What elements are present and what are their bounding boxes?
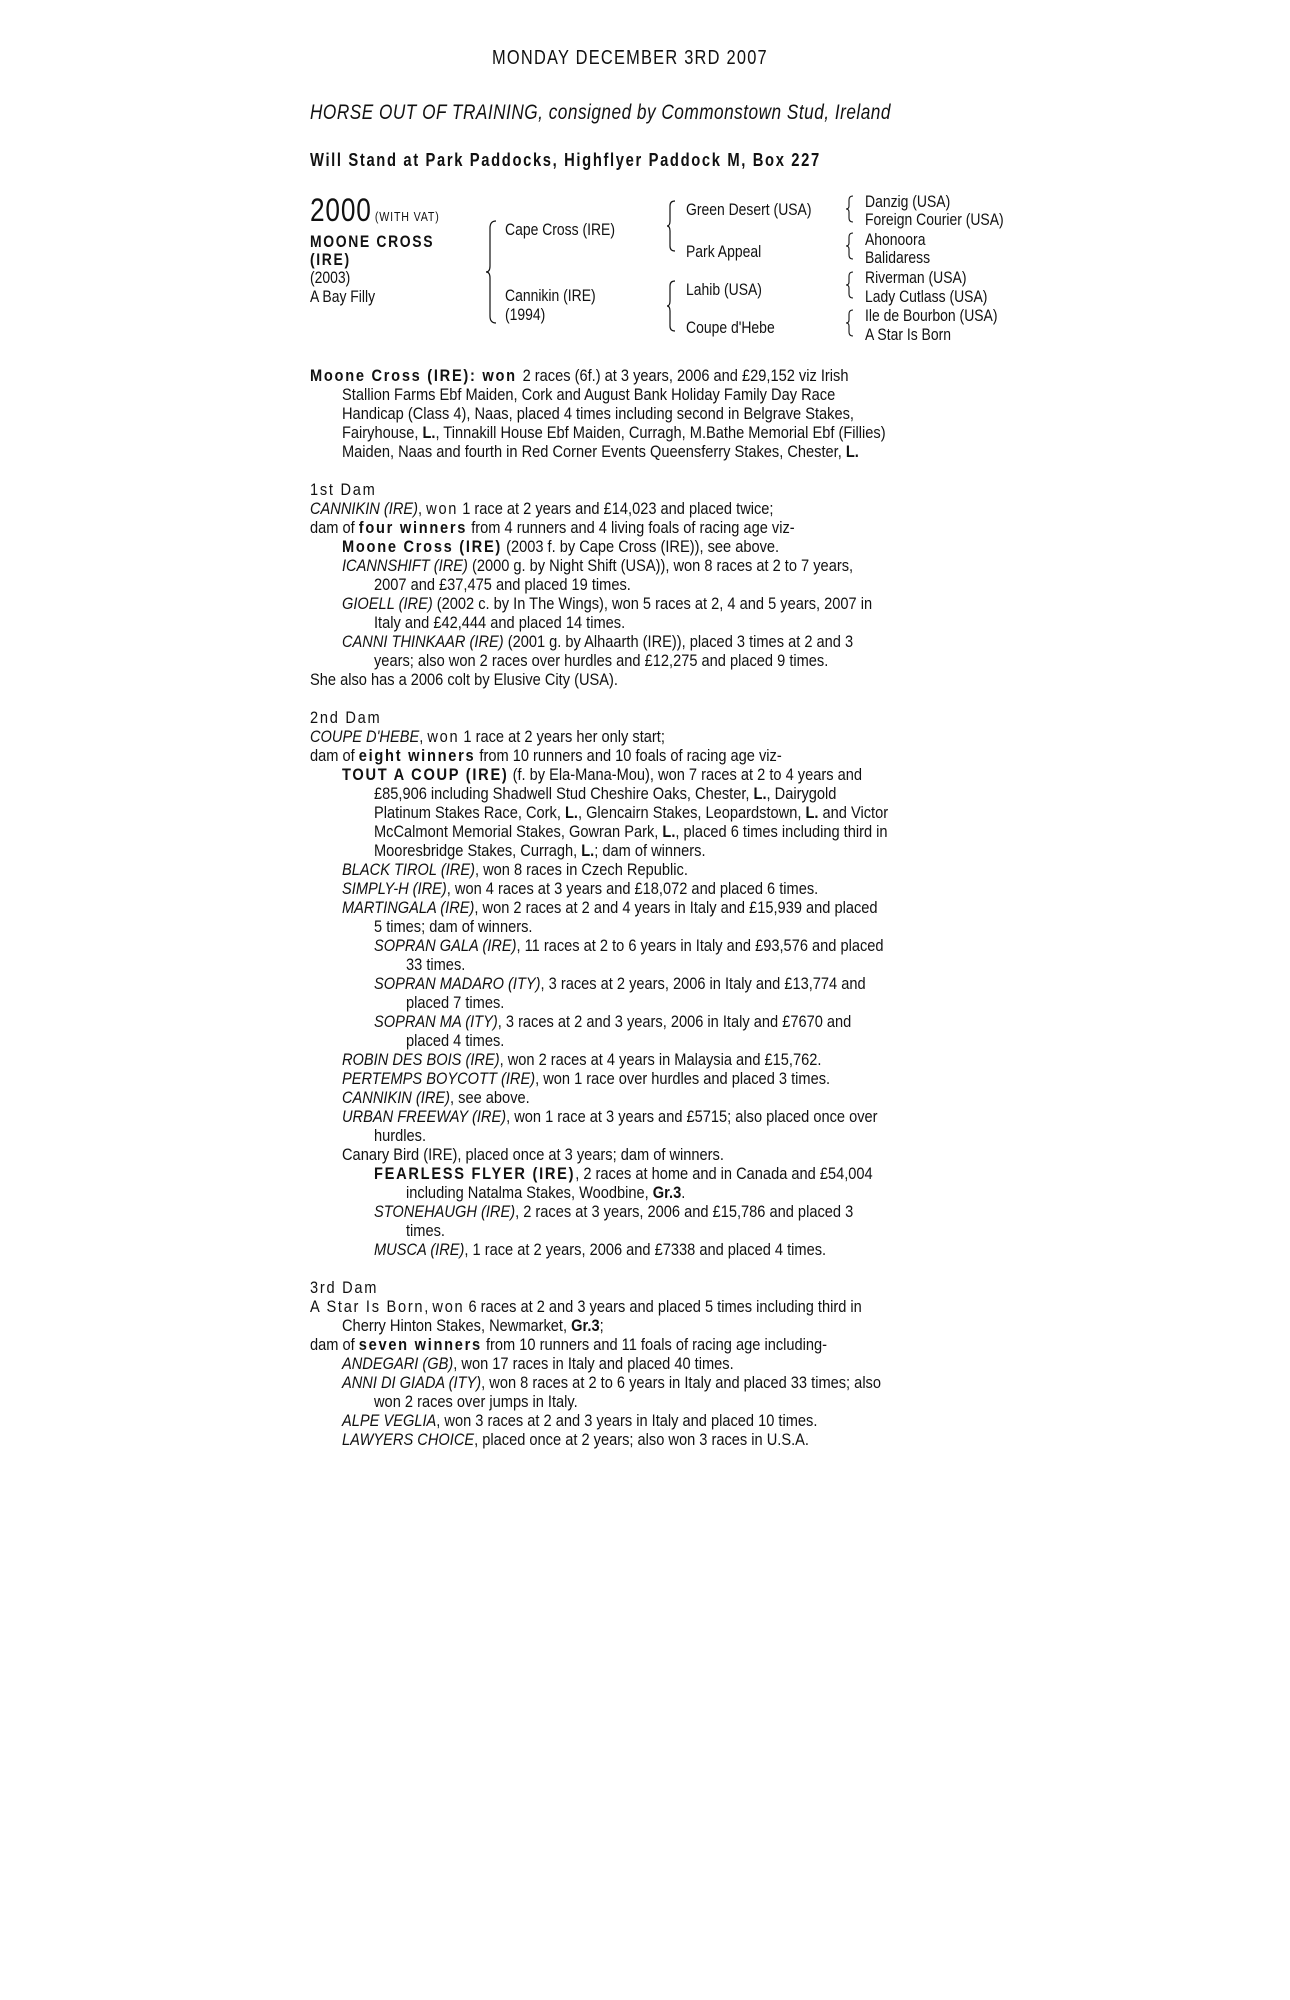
record-text: years; also won 2 races over hurdles and £12,275 and placed 9 times. (374, 651, 829, 670)
record-text: , won 1 race over hurdles and placed 3 times. (535, 1069, 831, 1088)
record-line (310, 518, 1000, 537)
pedigree-brace-gg3 (845, 271, 854, 299)
horse-name-italic: SOPRAN MADARO (ITY) (374, 974, 541, 993)
record-line (310, 632, 1000, 651)
record-text: Stallion Farms Ebf Maiden, Cork and August Bank Holiday Family Day Race (342, 385, 836, 404)
record-line (310, 613, 1000, 632)
record-text: dam of (310, 518, 359, 537)
record-line (310, 1164, 1000, 1183)
record-text: 1 race at 2 years her only start; (459, 727, 665, 746)
record-line (310, 746, 1000, 765)
record-text: , won 1 race at 3 years and £5715; also placed once over (506, 1107, 878, 1126)
record-line (310, 727, 1000, 746)
sire-dam-sire: Ahonoora (865, 230, 926, 249)
record-line (310, 1031, 1000, 1050)
record-text: , won 8 races in Czech Republic. (474, 860, 688, 879)
horse-name-italic: BLACK TIROL (IRE) (342, 860, 475, 879)
record-line (310, 784, 1000, 803)
pedigree-brace-gg2 (845, 232, 854, 260)
record-text: from 4 runners and 4 living foals of racing age viz- (467, 518, 795, 537)
record-line (310, 803, 1000, 822)
record-line (310, 1278, 1000, 1297)
record-text: , won 4 races at 3 years and £18,072 and placed 6 times. (446, 879, 819, 898)
record-text: Italy and £42,444 and placed 14 times. (374, 613, 626, 632)
pedigree-brace-gg4 (845, 309, 854, 337)
race-grade: Gr.3 (571, 1316, 600, 1335)
section-gap (310, 689, 1000, 708)
record-text: including Natalma Stakes, Woodbine, (406, 1183, 653, 1202)
record-text: (2002 c. by In The Wings), won 5 races at 2, 4 and 5 years, 2007 in (432, 594, 873, 613)
pedigree-brace-dam (666, 280, 676, 332)
section-gap (310, 1259, 1000, 1278)
record-text: Handicap (Class 4), Naas, placed 4 times including second in Belgrave Stakes, (342, 404, 854, 423)
record-text: Maiden, Naas and fourth in Red Corner Events Queensferry Stakes, Chester, (342, 442, 846, 461)
record-text: Fairyhouse, (342, 423, 423, 442)
record-line (310, 1297, 1000, 1316)
record-text: , (419, 727, 428, 746)
record-text: , won 2 races at 4 years in Malaysia and £15,762. (499, 1050, 822, 1069)
horse-name-italic: CANNIKIN (IRE) (310, 499, 419, 518)
horse-suffix: (IRE) (310, 250, 351, 269)
record-text: , Dairygold (766, 784, 837, 803)
record-text: 1 race at 2 years and £14,023 and placed twice; (458, 499, 774, 518)
record-line (310, 1069, 1000, 1088)
spaced-text: 2nd Dam (310, 708, 382, 727)
race-grade: Gr.3 (652, 1183, 682, 1202)
record-text: , (424, 1297, 433, 1316)
record-text: placed 4 times. (406, 1031, 505, 1050)
record-text: She also has a 2006 colt by Elusive City (USA). (310, 670, 618, 689)
race-grade: L. (805, 803, 819, 822)
race-grade: L. (753, 784, 767, 803)
horse-name-italic: ROBIN DES BOIS (IRE) (342, 1050, 500, 1069)
record-line (310, 993, 1000, 1012)
record-text: Cherry Hinton Stakes, Newmarket, (342, 1316, 572, 1335)
record-line (310, 898, 1000, 917)
record-text: , 2 races at home and in Canada and £54,004 (575, 1164, 873, 1183)
horse-name: MOONE CROSS (310, 232, 435, 251)
record-line (310, 385, 1000, 404)
record-text: times. (406, 1221, 445, 1240)
record-text: , placed 6 times including third in (675, 822, 888, 841)
record-line (310, 1240, 1000, 1259)
record-line (310, 480, 1000, 499)
record-line (310, 1221, 1000, 1240)
record-text: , (418, 499, 427, 518)
horse-name-italic: CANNI THINKAAR (IRE) (342, 632, 504, 651)
spaced-text: won (432, 1297, 465, 1316)
record-text: 2007 and £37,475 and placed 19 times. (374, 575, 631, 594)
record-text: hurdles. (374, 1126, 427, 1145)
record-line (310, 1202, 1000, 1221)
pedigree-table (310, 192, 1050, 352)
record-line (310, 708, 1000, 727)
section-gap (310, 461, 1000, 480)
horse-name-italic: SOPRAN MA (ITY) (374, 1012, 498, 1031)
record-text: dam of (310, 746, 359, 765)
sire-dam: Park Appeal (686, 242, 762, 261)
horse-name-italic: LAWYERS CHOICE (342, 1430, 475, 1449)
dam-dam: Coupe d'Hebe (686, 318, 775, 337)
record-line (310, 651, 1000, 670)
record-line (310, 1183, 1000, 1202)
record-text: (f. by Ela-Mana-Mou), won 7 races at 2 to 4 years and (508, 765, 863, 784)
record-line (310, 1107, 1000, 1126)
emphasis-text: four winners (358, 518, 468, 537)
record-text: , 2 races at 3 years, 2006 and £15,786 and placed 3 (515, 1202, 854, 1221)
record-text: dam of (310, 1335, 359, 1354)
record-line (310, 1316, 1000, 1335)
sire: Cape Cross (IRE) (505, 220, 615, 239)
record-line (310, 1050, 1000, 1069)
record-line (310, 1012, 1000, 1031)
record-text: , 3 races at 2 and 3 years, 2006 in Italy and £7670 and (497, 1012, 852, 1031)
record-text: ; dam of winners. (594, 841, 706, 860)
record-line (310, 1145, 1000, 1164)
dam-sire-dam: Lady Cutlass (USA) (865, 287, 988, 306)
dam: Cannikin (IRE) (505, 286, 596, 305)
record-text: Mooresbridge Stakes, Curragh, (374, 841, 582, 860)
emphasis-text: Moone Cross (IRE): won (310, 366, 523, 385)
spaced-text: A Star Is Born (310, 1297, 425, 1316)
record-line (310, 1354, 1000, 1373)
record-text: , see above. (450, 1088, 530, 1107)
record-text: 33 times. (406, 955, 466, 974)
horse-name-italic: MARTINGALA (IRE) (342, 898, 475, 917)
dam-sire: Lahib (USA) (686, 280, 762, 299)
record-line (310, 1430, 1000, 1449)
record-text: , Tinnakill House Ebf Maiden, Curragh, M.Bathe Memorial Ebf (Fillies) (435, 423, 886, 442)
horse-name-italic: ANNI DI GIADA (ITY) (342, 1373, 482, 1392)
record-line (310, 556, 1000, 575)
produce-record (310, 366, 1000, 1449)
record-text: Platinum Stakes Race, Cork, (374, 803, 565, 822)
record-text: 5 times; dam of winners. (374, 917, 533, 936)
record-text: , placed once at 2 years; also won 3 races in U.S.A. (474, 1430, 809, 1449)
spaced-text: 1st Dam (310, 480, 377, 499)
race-grade: L. (422, 423, 436, 442)
sire-sire-sire: Danzig (USA) (865, 192, 951, 211)
record-line (310, 442, 1000, 461)
horse-name-italic: STONEHAUGH (IRE) (374, 1202, 516, 1221)
emphasis-text: eight winners (358, 746, 476, 765)
race-grade: L. (581, 841, 595, 860)
spaced-text: won (426, 499, 459, 518)
record-line (310, 955, 1000, 974)
record-text: (2000 g. by Night Shift (USA)), won 8 races at 2 to 7 years, (467, 556, 854, 575)
record-line (310, 537, 1000, 556)
record-text: , won 8 races at 2 to 6 years in Italy and placed 33 times; also (481, 1373, 882, 1392)
record-text: and Victor (818, 803, 889, 822)
record-text: , 11 races at 2 to 6 years in Italy and £93,576 and placed (516, 936, 884, 955)
lot-number: 2000 (WITH VAT) (310, 192, 440, 228)
emphasis-text: Moone Cross (IRE) (342, 537, 503, 556)
dam-dam-dam: A Star Is Born (865, 325, 952, 344)
record-text: from 10 runners and 11 foals of racing age including- (481, 1335, 828, 1354)
horse-name-italic: COUPE D'HEBE (310, 727, 420, 746)
record-line (310, 499, 1000, 518)
record-text: . (681, 1183, 686, 1202)
emphasis-text: seven winners (358, 1335, 482, 1354)
record-line (310, 879, 1000, 898)
record-line (310, 404, 1000, 423)
record-line (310, 765, 1000, 784)
dam-year: (1994) (505, 305, 546, 324)
pedigree-brace-main (485, 220, 497, 324)
horse-name-italic: ICANNSHIFT (IRE) (342, 556, 468, 575)
record-text: from 10 runners and 10 foals of racing age viz- (475, 746, 782, 765)
record-line (310, 1126, 1000, 1145)
record-line (310, 423, 1000, 442)
race-grade: L. (845, 442, 859, 461)
horse-name-italic: PERTEMPS BOYCOTT (IRE) (342, 1069, 536, 1088)
record-text: £85,906 including Shadwell Stud Cheshire Oaks, Chester, (374, 784, 754, 803)
record-text: , won 2 races at 2 and 4 years in Italy and £15,939 and placed (474, 898, 878, 917)
horse-name-italic: ALPE VEGLIA (342, 1411, 437, 1430)
record-text: placed 7 times. (406, 993, 505, 1012)
record-line (310, 1392, 1000, 1411)
emphasis-text: FEARLESS FLYER (IRE) (374, 1164, 576, 1183)
horse-name-italic: URBAN FREEWAY (IRE) (342, 1107, 507, 1126)
race-grade: L. (564, 803, 578, 822)
record-line (310, 917, 1000, 936)
pedigree-brace-sire (666, 200, 676, 252)
record-text: (2001 g. by Alhaarth (IRE)), placed 3 times at 2 and 3 (503, 632, 854, 651)
record-line (310, 594, 1000, 613)
record-text: ; (599, 1316, 604, 1335)
record-text: , 1 race at 2 years, 2006 and £7338 and placed 4 times. (464, 1240, 827, 1259)
race-grade: L. (662, 822, 676, 841)
sale-date: MONDAY DECEMBER 3RD 2007 (491, 47, 768, 69)
horse-name-italic: SOPRAN GALA (IRE) (374, 936, 517, 955)
stand-location: Will Stand at Park Paddocks, Highflyer Paddock M, Box 227 (310, 150, 821, 170)
record-text: McCalmont Memorial Stakes, Gowran Park, (374, 822, 663, 841)
spaced-text: 3rd Dam (310, 1278, 379, 1297)
record-text: , won 3 races at 2 and 3 years in Italy and placed 10 times. (436, 1411, 818, 1430)
record-line (310, 974, 1000, 993)
sire-sire-dam: Foreign Courier (USA) (865, 210, 1004, 229)
record-text: , 3 races at 2 years, 2006 in Italy and £13,774 and (540, 974, 866, 993)
record-line (310, 366, 1000, 385)
record-line (310, 822, 1000, 841)
foaling-year: (2003) (310, 268, 351, 287)
record-line (310, 1373, 1000, 1392)
sire-sire: Green Desert (USA) (686, 200, 812, 219)
record-text: , Glencairn Stakes, Leopardstown, (577, 803, 806, 822)
horse-name-italic: CANNIKIN (IRE) (342, 1088, 451, 1107)
record-text: , won 17 races in Italy and placed 40 times. (453, 1354, 734, 1373)
record-line (310, 575, 1000, 594)
record-text: 2 races (6f.) at 3 years, 2006 and £29,152 viz Irish (522, 366, 849, 385)
sire-dam-dam: Balidaress (865, 248, 931, 267)
dam-dam-sire: Ile de Bourbon (USA) (865, 306, 998, 325)
record-text: 6 races at 2 and 3 years and placed 5 times including third in (464, 1297, 862, 1316)
emphasis-text: TOUT A COUP (IRE) (342, 765, 509, 784)
pedigree-brace-gg1 (845, 195, 854, 223)
dam-sire-sire: Riverman (USA) (865, 268, 967, 287)
record-text: (2003 f. by Cape Cross (IRE)), see above. (502, 537, 780, 556)
record-text: won 2 races over jumps in Italy. (374, 1392, 578, 1411)
record-line (310, 936, 1000, 955)
record-text: Canary Bird (IRE), placed once at 3 years; dam of winners. (342, 1145, 724, 1164)
horse-description: A Bay Filly (310, 287, 376, 306)
spaced-text: won (427, 727, 460, 746)
record-line (310, 1335, 1000, 1354)
record-line (310, 1088, 1000, 1107)
horse-name-italic: GIOELL (IRE) (342, 594, 433, 613)
horse-name-italic: MUSCA (IRE) (374, 1240, 465, 1259)
horse-name-italic: ANDEGARI (GB) (342, 1354, 454, 1373)
record-line (310, 1411, 1000, 1430)
record-line (310, 860, 1000, 879)
consignment-line: HORSE OUT OF TRAINING, consigned by Commonstown Stud, Ireland (310, 101, 891, 124)
record-line (310, 841, 1000, 860)
record-line (310, 670, 1000, 689)
vat-note: (WITH VAT) (374, 209, 440, 224)
horse-name-italic: SIMPLY-H (IRE) (342, 879, 447, 898)
